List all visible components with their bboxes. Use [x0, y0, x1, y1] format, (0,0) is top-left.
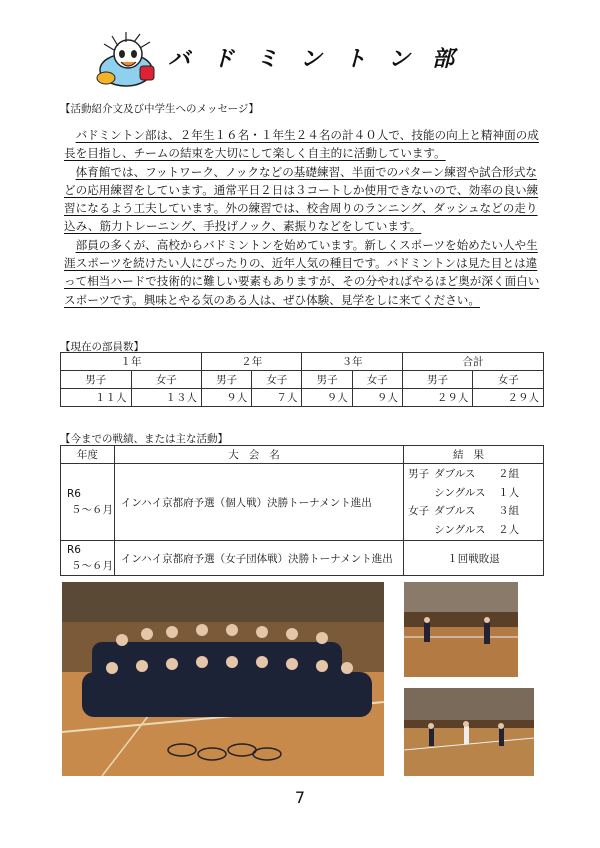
result-line: シングルス １人	[434, 486, 520, 499]
gender-header: 女子	[473, 371, 544, 389]
member-count: １１人	[61, 389, 132, 407]
result-line: 男子 ダブルス ２組	[408, 468, 520, 480]
member-count: １３人	[131, 389, 202, 407]
gender-header: 男子	[302, 371, 352, 389]
result-header: 結果	[404, 446, 544, 464]
member-count: ９人	[352, 389, 402, 407]
member-count: ２９人	[402, 389, 473, 407]
practice-photo-court	[404, 582, 518, 677]
practice-photo-gym	[404, 688, 534, 776]
grade-header: ２年	[202, 353, 302, 371]
table-row	[61, 353, 544, 371]
page-number: 7	[294, 788, 306, 807]
message-paragraph: 体育館では、フットワーク、ノックなどの基礎練習、半面でのパターン練習や試合形式などの応用練習をしています。通常平日２日は３コートしか使用できないので、効率の良い練習になるよう工夫しています。外の練習では、校舎周りのランニング、ダッシュなどの走り込み、筋力トレーニング、手投げノック、素振りなどをしています。	[64, 164, 539, 234]
result-cell: １回戦敗退	[404, 541, 544, 576]
result-cell	[404, 464, 544, 541]
gender-header: 男子	[202, 371, 252, 389]
message-paragraph: 部員の多くが、高校からバドミントンを始めています。新しくスポーツを始めたい人や生涯スポーツを続けたい人にぴったりの、近年人気の種目です。バドミントンは見た目とは違って相当ハードで技術的に難しい要素もありますが、その分やればやるほど奥が深く面白いスポーツです。興味とやる気のある人は、ぜひ体験、見学をしに来てください。	[64, 237, 540, 307]
activities-heading: 【今までの戦績、または主な活動】	[60, 433, 228, 445]
message-paragraph: バドミントン部は、２年生１６名・１年生２４名の計４０人で、技能の向上と精神面の成長を目指し、チームの結束を大切にして楽しく自主的に活動しています。	[64, 128, 539, 161]
gender-header: 女子	[252, 371, 302, 389]
message-body	[64, 126, 546, 309]
event-cell: インハイ京都府予選（女子団体戦）決勝トーナメント進出	[114, 541, 403, 576]
grade-header: ３年	[302, 353, 402, 371]
gender-header: 男子	[402, 371, 473, 389]
member-count: ７人	[252, 389, 302, 407]
members-table	[60, 352, 544, 407]
gender-header: 女子	[352, 371, 402, 389]
table-row	[61, 389, 544, 407]
members-heading: 【現在の部員数】	[60, 341, 144, 353]
grade-header: １年	[61, 353, 202, 371]
message-heading: 【活動紹介文及び中学生へのメッセージ】	[60, 103, 259, 115]
member-count: ９人	[202, 389, 252, 407]
year-header: 年度	[61, 446, 115, 464]
table-row	[61, 446, 544, 464]
gender-header: 男子	[61, 371, 132, 389]
gender-header: 女子	[131, 371, 202, 389]
team-group-photo	[62, 582, 384, 776]
member-count: ９人	[302, 389, 352, 407]
shuttlecock-mascot-logo	[96, 26, 162, 92]
table-row	[61, 371, 544, 389]
event-cell: インハイ京都府予選（個人戦）決勝トーナメント進出	[114, 464, 403, 541]
total-header: 合計	[402, 353, 543, 371]
table-row	[61, 541, 544, 576]
table-row	[61, 464, 544, 541]
activities-table	[60, 445, 544, 576]
event-header: 大会名	[114, 446, 403, 464]
page-title: バ ド ミ ン ト ン 部	[168, 47, 457, 72]
year-cell: R6 ５～６月	[61, 464, 115, 541]
result-line: 女子 ダブルス ３組	[408, 505, 520, 517]
member-count: ２９人	[473, 389, 544, 407]
result-line: シングルス ２人	[434, 523, 520, 536]
year-cell: R6 ５～６月	[61, 541, 115, 576]
